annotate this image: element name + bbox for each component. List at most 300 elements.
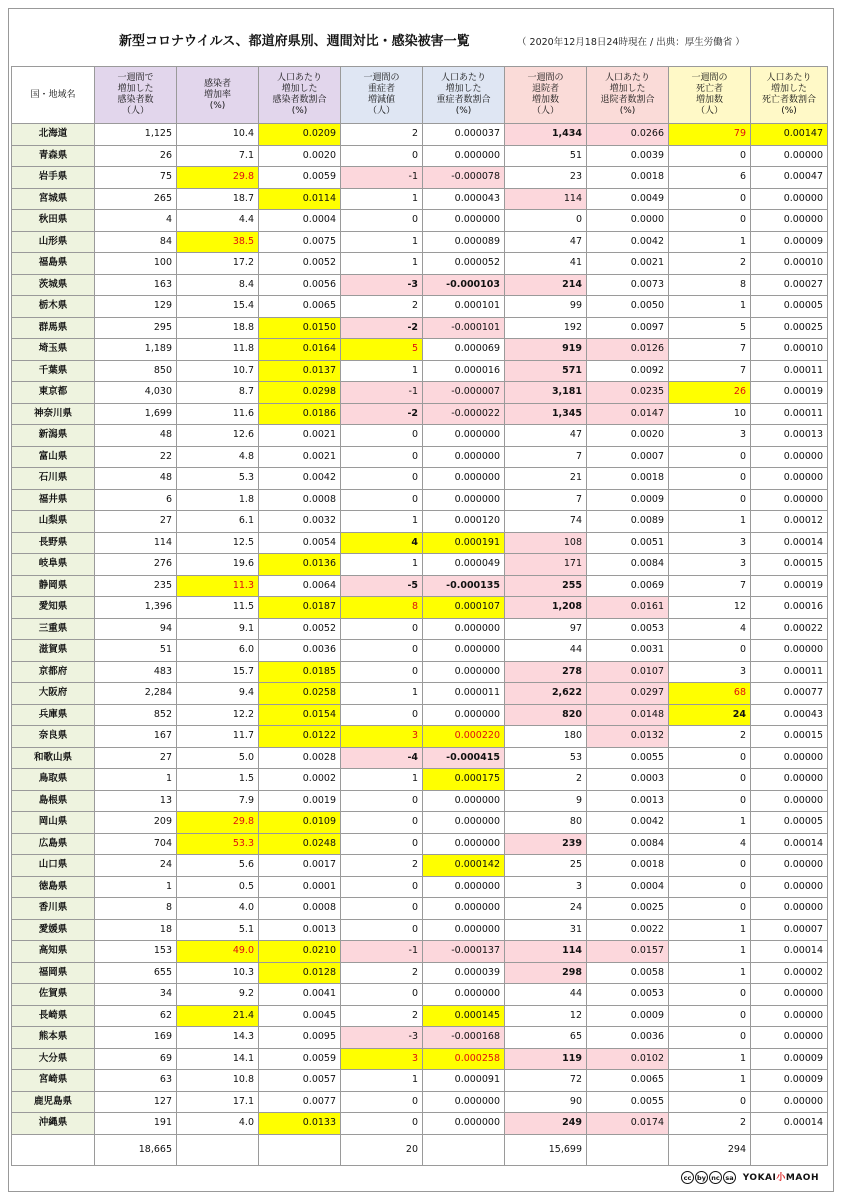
total-cell: 20 — [341, 1134, 423, 1165]
table-cell: 8.7 — [177, 382, 259, 404]
table-cell: 75 — [95, 167, 177, 189]
table-cell: 0.000258 — [423, 1048, 505, 1070]
table-cell: -2 — [341, 317, 423, 339]
table-cell: 1 — [341, 188, 423, 210]
table-cell: 0 — [341, 1113, 423, 1135]
table-cell: 0.00077 — [751, 683, 828, 705]
prefecture-name: 大分県 — [12, 1048, 95, 1070]
table-cell: 18 — [95, 919, 177, 941]
prefecture-name: 千葉県 — [12, 360, 95, 382]
table-cell: 255 — [505, 575, 587, 597]
table-row — [12, 532, 828, 554]
table-cell: 0.0136 — [259, 554, 341, 576]
table-cell: 48 — [95, 425, 177, 447]
table-cell: 11.7 — [177, 726, 259, 748]
table-cell: 0.00000 — [751, 489, 828, 511]
table-cell: 0.0073 — [587, 274, 669, 296]
table-cell: 0.0075 — [259, 231, 341, 253]
table-cell: 0.000000 — [423, 984, 505, 1006]
table-cell: 29.8 — [177, 812, 259, 834]
table-cell: 192 — [505, 317, 587, 339]
table-cell: 0.000120 — [423, 511, 505, 533]
prefecture-name: 静岡県 — [12, 575, 95, 597]
column-header: 人口あたり 増加した 感染者数割合 (%) — [259, 67, 341, 124]
table-cell: 0.0258 — [259, 683, 341, 705]
table-cell: 0.0019 — [259, 790, 341, 812]
table-cell: 0.0298 — [259, 382, 341, 404]
table-cell: 0.000000 — [423, 1113, 505, 1135]
table-cell: 0.0137 — [259, 360, 341, 382]
table-cell: 68 — [669, 683, 751, 705]
table-cell: 0.00000 — [751, 1091, 828, 1113]
table-cell: 0.0056 — [259, 274, 341, 296]
table-cell: 298 — [505, 962, 587, 984]
table-cell: 99 — [505, 296, 587, 318]
table-cell: 6.1 — [177, 511, 259, 533]
prefecture-name: 香川県 — [12, 898, 95, 920]
table-cell: 0.00014 — [751, 532, 828, 554]
table-cell: 1,434 — [505, 124, 587, 146]
table-cell: -0.000168 — [423, 1027, 505, 1049]
table-cell: 0.000142 — [423, 855, 505, 877]
table-cell: 29.8 — [177, 167, 259, 189]
brand-mid: 小 — [776, 1173, 786, 1183]
table-cell: 0.000000 — [423, 812, 505, 834]
table-cell: 1,125 — [95, 124, 177, 146]
table-cell: 0.00014 — [751, 833, 828, 855]
table-cell: 8 — [95, 898, 177, 920]
table-cell: 0 — [669, 876, 751, 898]
table-cell: 0.0039 — [587, 145, 669, 167]
table-cell: 0 — [669, 747, 751, 769]
prefecture-name: 埼玉県 — [12, 339, 95, 361]
table-cell: 114 — [505, 188, 587, 210]
table-cell: 0 — [341, 1091, 423, 1113]
table-cell: 4 — [669, 618, 751, 640]
table-cell: 1 — [341, 253, 423, 275]
table-cell: 100 — [95, 253, 177, 275]
column-header: 人口あたり 増加した 死亡者数割合 (%) — [751, 67, 828, 124]
prefecture-name: 石川県 — [12, 468, 95, 490]
table-cell: 0.0089 — [587, 511, 669, 533]
column-header: 一週間の 重症者 増減値 （人） — [341, 67, 423, 124]
table-cell: 23 — [505, 167, 587, 189]
table-cell: 0.0059 — [259, 167, 341, 189]
total-cell — [259, 1134, 341, 1165]
table-row — [12, 403, 828, 425]
table-cell: 483 — [95, 661, 177, 683]
table-cell: 114 — [505, 941, 587, 963]
table-cell: -2 — [341, 403, 423, 425]
table-cell: 0.0008 — [259, 898, 341, 920]
table-cell: 0.000000 — [423, 210, 505, 232]
table-cell: 0.0122 — [259, 726, 341, 748]
table-cell: 1 — [669, 1070, 751, 1092]
table-cell: 0.0032 — [259, 511, 341, 533]
prefecture-name: 神奈川県 — [12, 403, 95, 425]
column-header: 一週間で 増加した 感染者数 （人） — [95, 67, 177, 124]
table-cell: 0.00000 — [751, 145, 828, 167]
prefecture-name: 新潟県 — [12, 425, 95, 447]
table-cell: 0.000037 — [423, 124, 505, 146]
table-cell: 4,030 — [95, 382, 177, 404]
table-cell: 2 — [669, 726, 751, 748]
table-cell: 1 — [95, 876, 177, 898]
table-cell: 0.0045 — [259, 1005, 341, 1027]
table-cell: 49.0 — [177, 941, 259, 963]
prefecture-name: 長崎県 — [12, 1005, 95, 1027]
table-cell: 1 — [95, 769, 177, 791]
prefecture-name: 熊本県 — [12, 1027, 95, 1049]
table-row — [12, 704, 828, 726]
table-row — [12, 855, 828, 877]
table-cell: 0.000089 — [423, 231, 505, 253]
table-cell: 2 — [341, 124, 423, 146]
prefecture-table — [11, 66, 828, 1166]
table-row — [12, 253, 828, 275]
table-cell: 0.00000 — [751, 876, 828, 898]
table-cell: 0.00027 — [751, 274, 828, 296]
table-cell: 0.0114 — [259, 188, 341, 210]
table-cell: 0.0013 — [259, 919, 341, 941]
table-cell: 2 — [505, 769, 587, 791]
table-cell: 14.1 — [177, 1048, 259, 1070]
table-row — [12, 296, 828, 318]
table-cell: 11.3 — [177, 575, 259, 597]
table-cell: 1 — [341, 769, 423, 791]
table-cell: 0.00011 — [751, 661, 828, 683]
table-cell: 0.0051 — [587, 532, 669, 554]
table-cell: 0.0009 — [587, 489, 669, 511]
table-cell: 0.00015 — [751, 726, 828, 748]
table-cell: 0 — [341, 210, 423, 232]
table-cell: 0 — [341, 489, 423, 511]
table-row — [12, 1113, 828, 1135]
sa-icon: sa — [723, 1171, 736, 1184]
source-note: （ 2020年12月18日24時現在 / 出典：厚生労働省 ） — [517, 37, 745, 48]
table-cell: 0.0052 — [259, 618, 341, 640]
table-cell: 0.0002 — [259, 769, 341, 791]
table-row — [12, 339, 828, 361]
table-cell: 47 — [505, 425, 587, 447]
prefecture-name: 東京都 — [12, 382, 95, 404]
table-cell: 1.5 — [177, 769, 259, 791]
table-cell: 235 — [95, 575, 177, 597]
table-cell: 0.00005 — [751, 812, 828, 834]
prefecture-name: 秋田県 — [12, 210, 95, 232]
table-cell: 0 — [669, 145, 751, 167]
table-cell: 0.0133 — [259, 1113, 341, 1135]
table-cell: 0.0013 — [587, 790, 669, 812]
table-cell: 0 — [341, 468, 423, 490]
table-cell: 84 — [95, 231, 177, 253]
table-cell: 2,284 — [95, 683, 177, 705]
table-header-row — [12, 67, 828, 124]
table-cell: 0.000052 — [423, 253, 505, 275]
table-cell: 8 — [669, 274, 751, 296]
table-body — [12, 124, 828, 1166]
table-cell: 0.0126 — [587, 339, 669, 361]
table-cell: 3 — [669, 532, 751, 554]
prefecture-name: 滋賀県 — [12, 640, 95, 662]
table-cell: 0.00147 — [751, 124, 828, 146]
table-cell: 0 — [669, 446, 751, 468]
table-cell: 62 — [95, 1005, 177, 1027]
table-cell: 0.000000 — [423, 898, 505, 920]
table-cell: 119 — [505, 1048, 587, 1070]
table-cell: 0.0042 — [587, 812, 669, 834]
table-cell: 0 — [669, 769, 751, 791]
total-cell — [751, 1134, 828, 1165]
table-cell: 4 — [341, 532, 423, 554]
table-cell: 10.7 — [177, 360, 259, 382]
table-cell: 0.000220 — [423, 726, 505, 748]
table-cell: 0.000000 — [423, 425, 505, 447]
table-cell: 1 — [341, 360, 423, 382]
table-cell: 7 — [669, 575, 751, 597]
table-cell: 0.0020 — [587, 425, 669, 447]
table-cell: 90 — [505, 1091, 587, 1113]
table-cell: 13 — [95, 790, 177, 812]
table-cell: 25 — [505, 855, 587, 877]
table-cell: 0.000016 — [423, 360, 505, 382]
prefecture-name: 徳島県 — [12, 876, 95, 898]
table-cell: 7.1 — [177, 145, 259, 167]
table-cell: 0.0102 — [587, 1048, 669, 1070]
table-cell: 0.000000 — [423, 145, 505, 167]
table-cell: 0.0018 — [587, 468, 669, 490]
table-cell: 0 — [341, 812, 423, 834]
table-cell: -5 — [341, 575, 423, 597]
prefecture-name: 島根県 — [12, 790, 95, 812]
table-cell: 0.000091 — [423, 1070, 505, 1092]
table-cell: 0.000000 — [423, 876, 505, 898]
prefecture-name: 北海道 — [12, 124, 95, 146]
table-cell: 0 — [341, 618, 423, 640]
table-cell: 0 — [669, 898, 751, 920]
table-cell: -0.000101 — [423, 317, 505, 339]
table-cell: 0.00000 — [751, 210, 828, 232]
table-row — [12, 188, 828, 210]
prefecture-name: 岡山県 — [12, 812, 95, 834]
table-cell: 0.0077 — [259, 1091, 341, 1113]
table-cell: 0.5 — [177, 876, 259, 898]
table-cell: 1.8 — [177, 489, 259, 511]
table-cell: 79 — [669, 124, 751, 146]
table-cell: 1 — [669, 511, 751, 533]
table-cell: 4.0 — [177, 898, 259, 920]
table-cell: 0.0055 — [587, 1091, 669, 1113]
prefecture-name: 福井県 — [12, 489, 95, 511]
column-header: 国・地域名 — [12, 67, 95, 124]
table-row — [12, 360, 828, 382]
table-cell: 24 — [669, 704, 751, 726]
table-cell: 0.0297 — [587, 683, 669, 705]
table-cell: 97 — [505, 618, 587, 640]
table-cell: 0.00012 — [751, 511, 828, 533]
table-cell: 12.2 — [177, 704, 259, 726]
table-cell: 0.0003 — [587, 769, 669, 791]
table-cell: 0 — [341, 145, 423, 167]
table-cell: 0.0008 — [259, 489, 341, 511]
table-row — [12, 1027, 828, 1049]
table-cell: 0.000000 — [423, 790, 505, 812]
table-cell: 51 — [95, 640, 177, 662]
table-cell: 41 — [505, 253, 587, 275]
table-row — [12, 145, 828, 167]
prefecture-name: 群馬県 — [12, 317, 95, 339]
table-cell: 0.00000 — [751, 747, 828, 769]
table-cell: 0.000000 — [423, 704, 505, 726]
table-cell: 1,208 — [505, 597, 587, 619]
table-cell: 0.000011 — [423, 683, 505, 705]
table-cell: 2 — [341, 296, 423, 318]
table-cell: 0.0097 — [587, 317, 669, 339]
table-cell: 0.00010 — [751, 339, 828, 361]
table-cell: 0.00013 — [751, 425, 828, 447]
cc-icon: cc — [681, 1171, 694, 1184]
table-cell: 820 — [505, 704, 587, 726]
table-cell: 0 — [341, 704, 423, 726]
table-cell: 0.0248 — [259, 833, 341, 855]
table-cell: 3,181 — [505, 382, 587, 404]
table-cell: 655 — [95, 962, 177, 984]
table-row — [12, 167, 828, 189]
table-cell: 74 — [505, 511, 587, 533]
table-cell: 0.00000 — [751, 640, 828, 662]
table-cell: 0.000039 — [423, 962, 505, 984]
total-cell: 18,665 — [95, 1134, 177, 1165]
table-cell: 0 — [669, 790, 751, 812]
table-row — [12, 726, 828, 748]
table-row — [12, 489, 828, 511]
table-row — [12, 661, 828, 683]
table-cell: 11.6 — [177, 403, 259, 425]
prefecture-name: 山梨県 — [12, 511, 95, 533]
table-cell: -0.000415 — [423, 747, 505, 769]
table-cell: 4.0 — [177, 1113, 259, 1135]
prefecture-name: 宮崎県 — [12, 1070, 95, 1092]
total-cell: 294 — [669, 1134, 751, 1165]
column-header: 一週間の 死亡者 増加数 （人） — [669, 67, 751, 124]
table-row — [12, 317, 828, 339]
table-cell: -1 — [341, 382, 423, 404]
table-cell: 24 — [505, 898, 587, 920]
by-icon: by — [695, 1171, 708, 1184]
table-cell: 0.00000 — [751, 855, 828, 877]
table-row — [12, 124, 828, 146]
table-cell: 0.0053 — [587, 618, 669, 640]
table-cell: 47 — [505, 231, 587, 253]
prefecture-name: 福岡県 — [12, 962, 95, 984]
table-cell: 249 — [505, 1113, 587, 1135]
table-cell: 10 — [669, 403, 751, 425]
table-cell: 0.000191 — [423, 532, 505, 554]
table-cell: 1 — [669, 1048, 751, 1070]
table-cell: 7 — [505, 446, 587, 468]
table-cell: 3 — [341, 1048, 423, 1070]
table-cell: 1 — [669, 231, 751, 253]
table-cell: 0.00005 — [751, 296, 828, 318]
table-cell: 153 — [95, 941, 177, 963]
table-cell: 0 — [341, 790, 423, 812]
table-cell: 44 — [505, 984, 587, 1006]
table-cell: 0 — [669, 489, 751, 511]
table-cell: 704 — [95, 833, 177, 855]
table-cell: 852 — [95, 704, 177, 726]
table-cell: -3 — [341, 274, 423, 296]
table-cell: 0.0065 — [259, 296, 341, 318]
table-cell: 1 — [341, 554, 423, 576]
table-cell: 26 — [669, 382, 751, 404]
total-cell — [587, 1134, 669, 1165]
prefecture-name: 宮城県 — [12, 188, 95, 210]
table-cell: 5.0 — [177, 747, 259, 769]
table-cell: 0.0021 — [259, 425, 341, 447]
prefecture-name: 富山県 — [12, 446, 95, 468]
table-cell: 0 — [341, 425, 423, 447]
table-cell: 0.0148 — [587, 704, 669, 726]
table-cell: 0.0020 — [259, 145, 341, 167]
table-cell: 0.0132 — [587, 726, 669, 748]
table-cell: 0.0065 — [587, 1070, 669, 1092]
table-cell: 0.0025 — [587, 898, 669, 920]
table-cell: 7 — [669, 360, 751, 382]
table-cell: 0.0109 — [259, 812, 341, 834]
table-cell: 63 — [95, 1070, 177, 1092]
table-cell: 0.0147 — [587, 403, 669, 425]
table-cell: 0.0154 — [259, 704, 341, 726]
table-cell: 0.00000 — [751, 188, 828, 210]
table-row — [12, 919, 828, 941]
table-cell: 0.0036 — [259, 640, 341, 662]
table-row — [12, 554, 828, 576]
table-cell: 0.0049 — [587, 188, 669, 210]
table-cell: 0 — [505, 210, 587, 232]
table-cell: 0.00000 — [751, 769, 828, 791]
table-cell: 10.8 — [177, 1070, 259, 1092]
table-cell: 8 — [341, 597, 423, 619]
table-cell: 0.0058 — [587, 962, 669, 984]
table-cell: -0.000078 — [423, 167, 505, 189]
table-cell: 0.0042 — [587, 231, 669, 253]
table-cell: 0.0018 — [587, 167, 669, 189]
table-cell: 209 — [95, 812, 177, 834]
table-cell: 0.00000 — [751, 984, 828, 1006]
table-row — [12, 274, 828, 296]
table-cell: 53.3 — [177, 833, 259, 855]
table-cell: 1 — [341, 511, 423, 533]
table-cell: 0.0107 — [587, 661, 669, 683]
brand-right: MAOH — [785, 1173, 819, 1183]
table-cell: 15.7 — [177, 661, 259, 683]
table-cell: 6.0 — [177, 640, 259, 662]
table-cell: 0.00009 — [751, 1070, 828, 1092]
prefecture-name: 長野県 — [12, 532, 95, 554]
table-cell: 5 — [341, 339, 423, 361]
table-cell: 171 — [505, 554, 587, 576]
table-cell: 0.0001 — [259, 876, 341, 898]
table-cell: 1,396 — [95, 597, 177, 619]
table-cell: 0.00010 — [751, 253, 828, 275]
table-cell: 0.00047 — [751, 167, 828, 189]
table-cell: 0.00000 — [751, 446, 828, 468]
table-cell: 0 — [669, 468, 751, 490]
table-cell: 21 — [505, 468, 587, 490]
table-cell: 24 — [95, 855, 177, 877]
table-cell: 0.000101 — [423, 296, 505, 318]
prefecture-name: 鳥取県 — [12, 769, 95, 791]
